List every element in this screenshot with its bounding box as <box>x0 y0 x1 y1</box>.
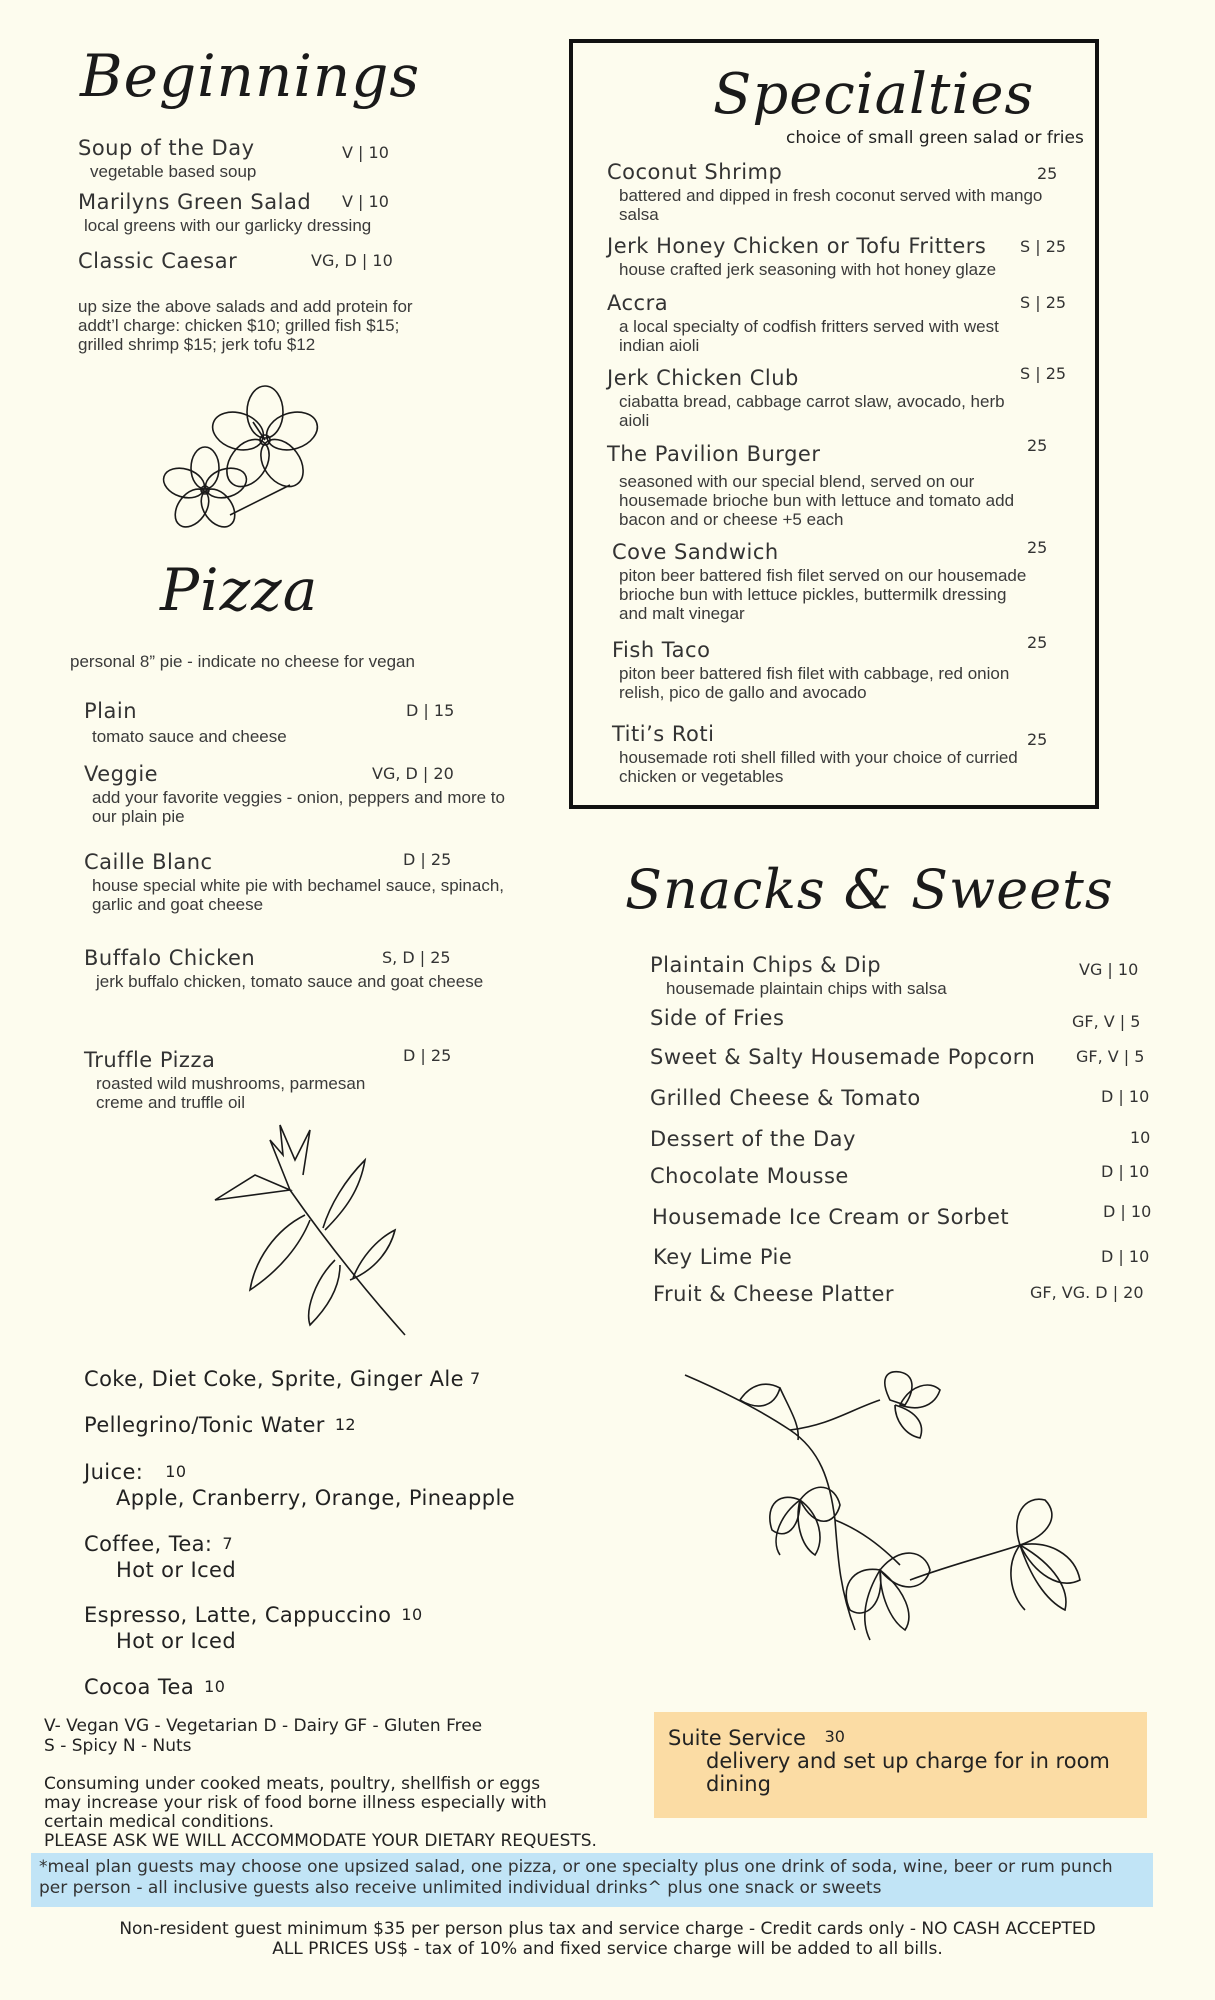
suite-service-description: delivery and set up charge for in room dining <box>706 1749 1110 1796</box>
item-description: piton beer battered fish filet with cabbage, red onion relish, pico de gallo and avocado <box>619 664 1010 702</box>
drink-item <box>84 1367 481 1391</box>
item-name: Plaintain Chips & Dip <box>650 953 882 977</box>
salad-upsize-note: up size the above salads and add protein for addt’l charge: chicken $10; grilled fish $15; grilled shrimp $15; jerk tofu $12 <box>78 297 413 354</box>
item-name: Classic Caesar <box>78 249 238 273</box>
menu-item-name: Dessert of the Day <box>650 1127 856 1151</box>
item-name: Marilyns Green Salad <box>78 190 312 214</box>
legend-line-1: V- Vegan VG - Vegetarian D - Dairy GF - Gluten Free <box>44 1716 483 1736</box>
menu-item <box>78 190 371 235</box>
item-price: 25 <box>1027 633 1048 652</box>
menu-item-name: Fruit & Cheese Platter <box>653 1282 895 1306</box>
hibiscus-illustration <box>160 395 350 545</box>
drink-price: 10 <box>165 1462 187 1481</box>
item-price: VG | 10 <box>1079 960 1139 979</box>
menu-item <box>607 442 1057 529</box>
item-name: Titi’s Roti <box>612 722 715 746</box>
specialties-title: Specialties <box>713 62 1035 127</box>
item-price: S, D | 25 <box>382 948 451 967</box>
drink-options: Apple, Cranberry, Orange, Pineapple <box>116 1486 516 1510</box>
disclaimer-line-3: certain medical conditions. <box>44 1812 275 1832</box>
menu-item-name: Side of Fries <box>650 1006 785 1030</box>
menu-item <box>612 638 1057 702</box>
item-description: house crafted jerk seasoning with hot honey glaze <box>619 260 997 279</box>
drink-name: Juice: <box>84 1460 144 1484</box>
item-description: piton beer battered fish filet served on our housemade brioche bun with lettuce pickles, buttermilk dressing and malt vinegar <box>619 566 1027 623</box>
item-price: 25 <box>1027 730 1048 749</box>
drink-price: 10 <box>204 1677 226 1696</box>
drink-name: Cocoa Tea <box>84 1675 195 1699</box>
drink-item <box>84 1675 225 1699</box>
item-description: battered and dipped in fresh coconut served with mango salsa <box>619 186 1043 224</box>
pizza-subtitle: personal 8” pie - indicate no cheese for vegan <box>70 652 415 671</box>
drink-item <box>84 1413 356 1437</box>
item-name: Truffle Pizza <box>84 1048 216 1072</box>
item-name: Caille Blanc <box>84 850 213 874</box>
beginnings-title: Beginnings <box>80 42 421 110</box>
item-price: 10 <box>1130 1128 1151 1147</box>
item-name: Jerk Honey Chicken or Tofu Fritters <box>607 234 987 258</box>
item-description: a local specialty of codfish fritters served with west indian aioli <box>619 317 999 355</box>
item-price: D | 10 <box>1101 1247 1150 1266</box>
item-name: Veggie <box>84 762 159 786</box>
menu-item <box>607 234 1057 279</box>
item-description: local greens with our garlicky dressing <box>84 216 372 235</box>
menu-item <box>650 953 947 998</box>
drink-name: Espresso, Latte, Cappuccino <box>84 1603 392 1627</box>
item-description: house special white pie with bechamel sauce, spinach, garlic and goat cheese <box>92 876 505 914</box>
item-name: Plain <box>84 699 138 723</box>
specialties-subtitle: choice of small green salad or fries <box>786 128 1084 148</box>
item-description: housemade plaintain chips with salsa <box>666 979 947 998</box>
drink-price: 7 <box>222 1534 234 1553</box>
menu-item <box>612 540 1057 623</box>
item-name: Soup of the Day <box>78 136 255 160</box>
snacks-title: Snacks & Sweets <box>625 858 1114 921</box>
food-safety-disclaimer <box>44 1775 597 1851</box>
menu-item <box>607 291 1037 355</box>
drink-options: Hot or Iced <box>116 1558 237 1582</box>
item-price: VG, D | 10 <box>311 251 393 270</box>
menu-item-name: Key Lime Pie <box>653 1245 793 1269</box>
item-description: add your favorite veggies - onion, peppers and more to our plain pie <box>92 788 505 826</box>
item-description: seasoned with our special blend, served on our housemade brioche bun with lettuce and tomato add bacon and or cheese +5 each <box>619 472 1015 529</box>
bird-of-paradise-illustration <box>195 1120 415 1340</box>
item-price: D | 25 <box>403 1046 452 1065</box>
item-price: GF, V | 5 <box>1072 1012 1141 1031</box>
menu-item <box>84 699 287 746</box>
item-price: S | 25 <box>1020 364 1067 383</box>
item-price: D | 10 <box>1103 1202 1152 1221</box>
pizza-title: Pizza <box>160 556 319 624</box>
item-price: V | 10 <box>342 143 389 162</box>
drink-item <box>84 1460 515 1510</box>
item-name: Buffalo Chicken <box>84 946 256 970</box>
drink-name: Coke, Diet Coke, Sprite, Ginger Ale <box>84 1367 464 1391</box>
disclaimer-line-2: may increase your risk of food borne illness especially with <box>44 1793 547 1813</box>
item-price: D | 25 <box>403 850 452 869</box>
menu-item <box>607 366 1037 430</box>
item-price: 25 <box>1037 164 1058 183</box>
item-description: ciabatta bread, cabbage carrot slaw, avocado, herb aioli <box>619 392 1005 430</box>
dietary-legend <box>44 1716 482 1756</box>
menu-item <box>612 722 1057 786</box>
item-name: Fish Taco <box>612 638 711 662</box>
item-name: Jerk Chicken Club <box>607 366 799 390</box>
disclaimer-line-1: Consuming under cooked meats, poultry, shellfish or eggs <box>44 1774 541 1794</box>
meal-plan-note: *meal plan guests may choose one upsized salad, one pizza, or one specialty plus one drink of soda, wine, beer or rum punch per person - all inclusive guests also receive unlimited individual drinks^ plus one snack or sweets <box>31 1853 1153 1907</box>
suite-service-label: Suite Service <box>668 1726 806 1750</box>
menu-item <box>78 249 237 273</box>
item-name: The Pavilion Burger <box>607 442 821 466</box>
drink-price: 12 <box>334 1415 356 1434</box>
drink-price: 7 <box>469 1369 481 1388</box>
menu-item <box>607 160 1057 224</box>
menu-item-name: Grilled Cheese & Tomato <box>650 1086 921 1110</box>
item-description: housemade roti shell filled with your choice of curried chicken or vegetables <box>619 748 1018 786</box>
suite-service-price: 30 <box>824 1727 845 1746</box>
item-description: tomato sauce and cheese <box>92 727 287 746</box>
item-price: 25 <box>1027 436 1048 455</box>
menu-item-name: Sweet & Salty Housemade Popcorn <box>650 1045 1036 1069</box>
item-price: D | 15 <box>406 701 455 720</box>
drink-item <box>84 1603 423 1653</box>
magnolia-illustration <box>680 1370 1100 1670</box>
item-price: V | 10 <box>342 192 389 211</box>
drink-options: Hot or Iced <box>116 1629 237 1653</box>
menu-item <box>78 136 256 181</box>
drink-name: Pellegrino/Tonic Water <box>84 1413 325 1437</box>
footer-line-1: Non-resident guest minimum $35 per person plus tax and service charge - Credit cards only - NO CASH ACCEPTED <box>119 1919 1096 1939</box>
disclaimer-line-4: PLEASE ASK WE WILL ACCOMMODATE YOUR DIETARY REQUESTS. <box>44 1831 597 1851</box>
suite-service-box <box>654 1712 1147 1818</box>
item-name: Cove Sandwich <box>612 540 779 564</box>
item-name: Accra <box>607 291 669 315</box>
item-price: D | 10 <box>1101 1162 1150 1181</box>
footer-line-2: ALL PRICES US$ - tax of 10% and fixed service charge will be added to all bills. <box>272 1939 943 1959</box>
drink-price: 10 <box>401 1605 423 1624</box>
item-price: GF, VG. D | 20 <box>1030 1283 1144 1302</box>
item-price: GF, V | 5 <box>1076 1047 1145 1066</box>
menu-item-name: Housemade Ice Cream or Sorbet <box>652 1205 1010 1229</box>
legend-line-2: S - Spicy N - Nuts <box>44 1736 192 1756</box>
item-description: roasted wild mushrooms, parmesan creme and truffle oil <box>96 1074 366 1112</box>
item-description: vegetable based soup <box>90 162 257 181</box>
item-price: 25 <box>1027 538 1048 557</box>
drink-name: Coffee, Tea: <box>84 1532 213 1556</box>
drink-item <box>84 1532 236 1582</box>
item-price: D | 10 <box>1101 1087 1150 1106</box>
item-price: S | 25 <box>1020 293 1067 312</box>
menu-item-name: Chocolate Mousse <box>650 1164 849 1188</box>
item-description: jerk buffalo chicken, tomato sauce and goat cheese <box>96 972 484 991</box>
item-name: Coconut Shrimp <box>607 160 783 184</box>
item-price: VG, D | 20 <box>372 764 454 783</box>
item-price: S | 25 <box>1020 237 1067 256</box>
